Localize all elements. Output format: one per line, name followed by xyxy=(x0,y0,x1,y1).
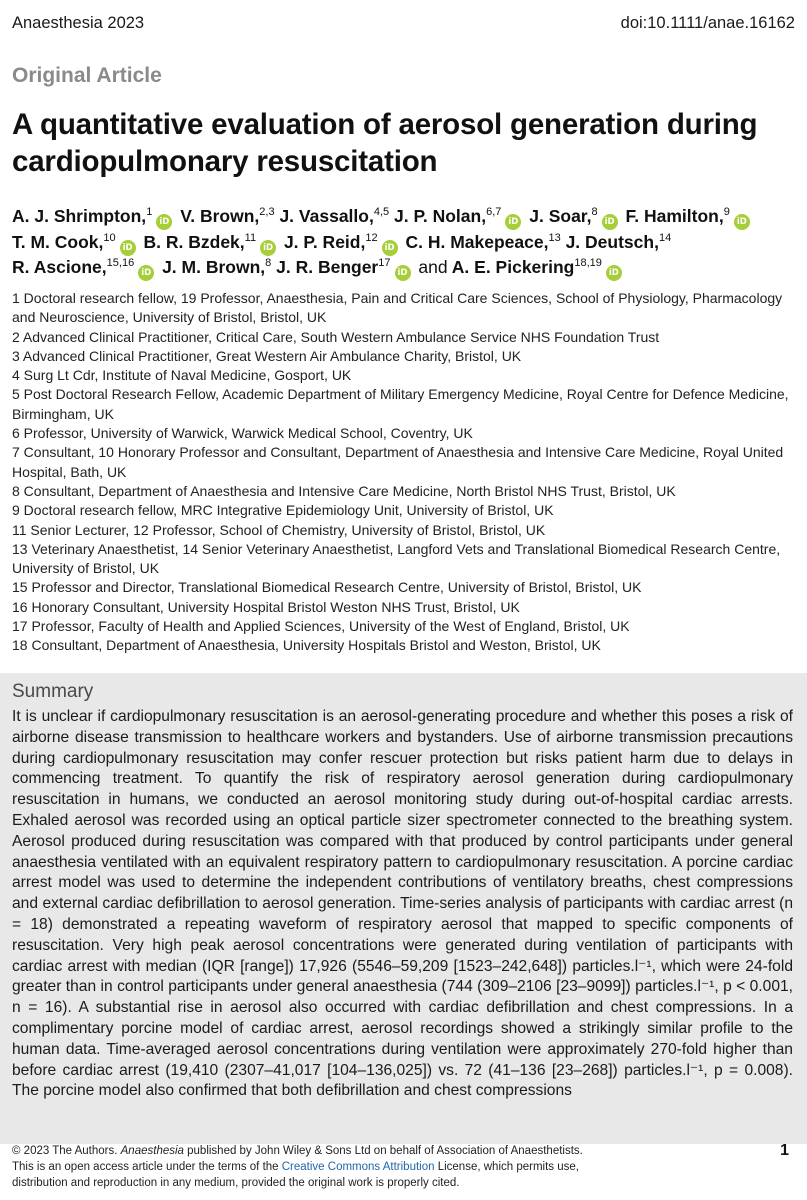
author xyxy=(529,206,620,226)
author xyxy=(452,257,625,277)
orcid-icon[interactable]: iD xyxy=(395,265,411,281)
author-affiliation-marker: 15,16 xyxy=(106,257,135,269)
page-number: 1 xyxy=(780,1142,789,1159)
author-name: A. E. Pickering xyxy=(451,257,575,277)
author-name: A. J. Shrimpton, xyxy=(12,206,147,226)
article-type: Original Article xyxy=(12,64,162,87)
affiliation: 4 Surg Lt Cdr, Institute of Naval Medicine, Gosport, UK xyxy=(12,367,352,384)
author xyxy=(626,206,753,226)
author xyxy=(405,232,560,252)
summary-text xyxy=(12,707,793,1102)
footer-line-2 xyxy=(12,1159,712,1175)
author-affiliation-marker: 8 xyxy=(591,206,598,218)
author xyxy=(394,206,524,226)
author xyxy=(279,206,389,226)
author-name: J. R. Benger xyxy=(276,257,379,277)
article-title: A quantitative evaluation of aerosol generation during cardiopulmonary resuscitation xyxy=(12,108,758,178)
author-affiliation-marker: 8 xyxy=(265,257,272,269)
author xyxy=(144,232,280,252)
journal-name: Anaesthesia 2023 xyxy=(12,14,145,32)
orcid-icon[interactable]: iD xyxy=(120,240,136,256)
author-name: B. R. Bzdek, xyxy=(143,231,245,252)
author-line-3 xyxy=(12,255,797,281)
summary-paragraph: It is unclear if cardiopulmonary resuscitation is an aerosol-generating procedure and whether this poses a risk of airborne disease transmission to healthcare workers and bystanders. Use of airborne transmission precautions during cardiopulmonary resuscitation may confer rescuer protection but risks patient harm due to delays in commencing treatment. To quantify the risk of respiratory aerosol generation during cardiopulmonary resuscitation in humans, we conducted an aerosol monitoring study during out-of-hospital cardiac arrests. Exhaled aerosol was recorded using an optical particle sizer spectrometer connected to the breathing system. Aerosol produced during resuscitation was compared with that produced by control participants under general anaesthesia ventilated with an equivalent respiratory pattern to cardiopulmonary resuscitation. A porcine cardiac arrest model was used to determine the independent contributions of ventilatory breaths, chest compressions and external cardiac defibrillation to aerosol generation. Time-series analysis of participants with cardiac arrest (n = 18) demonstrated a repeating waveform of respiratory aerosol that mapped to specific components of resuscitation. Very high peak aerosol concentrations were generated during ventilation of participants with cardiac arrest with median (IQR [range]) 17,926 (5546–59,209 [1523–242,648]) particles.l⁻¹, which were 24-fold greater than in control participants under general anaesthesia (744 (309–2106 [23–9099]) particles.l⁻¹, p < 0.001, n = 16). A substantial rise in aerosol also occurred with cardiac defibrillation and chest compressions. In a complimentary porcine model of cardiac arrest, aerosol recordings showed a strikingly similar profile to the human data. Time-averaged aerosol concentrations during ventilation were approximately 270-fold higher than before cardiac arrest (19,410 (2307–41,017 [104–136,025]) vs. 72 (41–136 [23–268]) particles.l⁻¹, p = 0.008). The porcine model also confirmed that both defibrillation and chest compressions xyxy=(12,708,793,1100)
journal-italic: Anaesthesia xyxy=(120,1145,184,1157)
author xyxy=(12,257,157,277)
orcid-icon[interactable]: iD xyxy=(382,240,398,256)
author xyxy=(284,232,401,252)
publisher-text: published by John Wiley & Sons Ltd on behalf of Association of Anaesthetists. xyxy=(183,1145,583,1157)
author-line-2 xyxy=(12,230,797,256)
author-name: J. P. Reid, xyxy=(283,231,366,252)
affiliation: 8 Consultant, Department of Anaesthesia and Intensive Care Medicine, North Bristol NHS Trust, Bristol, UK xyxy=(12,482,676,499)
author-affiliation-marker: 2,3 xyxy=(259,206,275,218)
author-name: J. M. Brown, xyxy=(162,257,266,277)
orcid-icon[interactable]: iD xyxy=(260,240,276,256)
author-affiliation-marker: 17 xyxy=(378,257,391,269)
affiliation: 16 Honorary Consultant, University Hospital Bristol Weston NHS Trust, Bristol, UK xyxy=(12,598,520,615)
affiliation: 15 Professor and Director, Translational Biomedical Research Centre, University of Bristol, Bristol, UK xyxy=(12,579,642,596)
author xyxy=(12,206,175,226)
author-affiliation-marker: 13 xyxy=(548,231,561,244)
running-header xyxy=(12,14,795,36)
author-name: J. Deutsch, xyxy=(565,231,659,252)
author-affiliation-marker: 18,19 xyxy=(574,257,602,269)
affiliation: 9 Doctoral research fellow, MRC Integrative Epidemiology Unit, University of Bristol, UK xyxy=(12,502,554,519)
affiliation: 17 Professor, Faculty of Health and Applied Sciences, University of the West of England, Bristol, UK xyxy=(12,618,630,635)
author-name: J. Vassallo, xyxy=(279,206,374,226)
affiliation: 13 Veterinary Anaesthetist, 14 Senior Veterinary Anaesthetist, Langford Vets and Translational Biomedical Research Centre, University of Bristol, UK xyxy=(12,540,781,577)
author-affiliation-marker: 1 xyxy=(146,206,153,218)
author-name: R. Ascione, xyxy=(12,257,107,277)
author-conjunction: and xyxy=(418,257,448,277)
author-affiliation-marker: 14 xyxy=(658,231,672,244)
affiliation: 3 Advanced Clinical Practitioner, Great Western Air Ambulance Charity, Bristol, UK xyxy=(12,347,522,364)
affiliation: 1 Doctoral research fellow, 19 Professor, Anaesthesia, Pain and Critical Care Sciences, School of Physiology, Pharmacology and Neuroscience, University of Bristol, Bristol, UK xyxy=(12,290,783,326)
orcid-icon[interactable]: iD xyxy=(505,214,521,230)
orcid-icon[interactable]: iD xyxy=(606,265,622,281)
author-affiliation-marker: 12 xyxy=(365,231,378,244)
license-link[interactable]: Creative Commons Attribution xyxy=(281,1161,435,1173)
author-affiliation-marker: 9 xyxy=(723,206,730,218)
orcid-icon[interactable]: iD xyxy=(156,214,172,230)
author-name: V. Brown, xyxy=(180,206,260,226)
copyright-text: © 2023 The Authors. xyxy=(12,1145,121,1157)
author-affiliation-marker: 11 xyxy=(244,231,257,244)
author-name: F. Hamilton, xyxy=(625,206,724,226)
author-line-1 xyxy=(12,204,797,230)
affiliation: 11 Senior Lecturer, 12 Professor, School of Chemistry, University of Bristol, Bristol, UK xyxy=(12,521,546,538)
author-affiliation-marker: 6,7 xyxy=(486,206,502,218)
author xyxy=(162,257,271,277)
author xyxy=(12,232,139,252)
author-name: J. P. Nolan, xyxy=(394,206,487,226)
orcid-icon[interactable]: iD xyxy=(602,214,618,230)
affiliations xyxy=(12,289,797,656)
summary-heading: Summary xyxy=(12,681,94,702)
author-list xyxy=(12,204,797,281)
author-affiliation-marker: 4,5 xyxy=(373,206,390,218)
author xyxy=(566,232,672,252)
orcid-icon[interactable]: iD xyxy=(138,265,154,281)
affiliation: 18 Consultant, Department of Anaesthesia, University Hospitals Bristol and Weston, Bristol, UK xyxy=(12,637,601,654)
footer-line-3: distribution and reproduction in any medium, provided the original work is properly cited. xyxy=(12,1177,460,1189)
author xyxy=(276,257,413,277)
author xyxy=(180,206,274,226)
license-outro: License, which permits use, xyxy=(434,1161,579,1173)
orcid-icon[interactable]: iD xyxy=(734,214,750,230)
summary-box xyxy=(0,673,807,1144)
affiliation: 5 Post Doctoral Research Fellow, Academic Department of Military Emergency Medicine, Royal Centre for Defence Medicine, Birmingham, UK xyxy=(12,386,789,422)
copyright-footer xyxy=(12,1143,712,1191)
author-affiliation-marker: 10 xyxy=(103,231,116,244)
author-name: T. M. Cook, xyxy=(12,231,104,252)
doi[interactable]: doi:10.1111/anae.16162 xyxy=(620,14,795,32)
footer-line-1 xyxy=(12,1143,712,1159)
affiliation: 7 Consultant, 10 Honorary Professor and Consultant, Department of Anaesthesia and Intensive Care Medicine, Royal United Hospital, Bath, UK xyxy=(12,444,784,480)
affiliation: 2 Advanced Clinical Practitioner, Critical Care, South Western Ambulance Service NHS Foundation Trust xyxy=(12,328,660,345)
license-intro: This is an open access article under the terms of the xyxy=(12,1161,282,1173)
author-name: C. H. Makepeace, xyxy=(405,231,549,252)
affiliation: 6 Professor, University of Warwick, Warwick Medical School, Coventry, UK xyxy=(12,425,473,442)
author-name: J. Soar, xyxy=(529,206,592,226)
